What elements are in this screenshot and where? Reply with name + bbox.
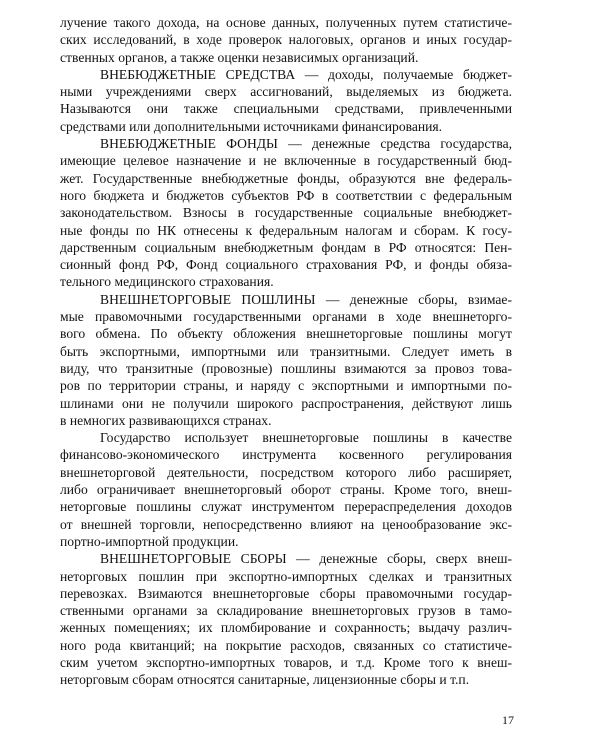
text-line: Государство использует внешнеторговые пошлины в качестве <box>100 430 512 446</box>
text-line: вого обмена. По объекту обложения внешнеторговые пошлины могут <box>60 326 512 342</box>
paragraph-vnebyudzhetnye-sredstva <box>60 66 512 135</box>
body-text <box>60 14 512 689</box>
text-line: в немногих развивающихся странах. <box>60 412 272 428</box>
text-line: внешнеторговой деятельности, посредством которого либо расширяет, <box>60 464 512 480</box>
text-line: шлинами они не получили широкого распространения, действуют лишь <box>60 395 512 411</box>
text-line: жет. Государственные внебюджетные фонды, образуются вне федераль- <box>60 170 512 186</box>
text-line: ВНЕШНЕТОРГОВЫЕ ПОШЛИНЫ — денежные сборы, взимае- <box>100 291 512 307</box>
text-line: ные фонды по НК отнесены к федеральным налогам и сборам. К госу- <box>60 222 512 238</box>
text-line: быть экспортными, импортными или транзитными. Следует иметь в <box>60 343 512 359</box>
text-line: ских исследований, в ходе проверок налоговых, органов и иных государ- <box>60 32 512 48</box>
text-line: ВНЕБЮДЖЕТНЫЕ ФОНДЫ — денежные средства государства, <box>100 136 512 152</box>
paragraph-vneshnetorgovye-sbory <box>60 550 512 688</box>
text-line: виду, что транзитные (провозные) пошлины взимаются за провоз това- <box>60 360 512 376</box>
text-line: портно-импортной продукции. <box>60 533 239 549</box>
text-line: либо ограничивает внешнеторговый оборот страны. Кроме того, внеш- <box>60 482 512 498</box>
text-line: законодательством. Взносы в государственные социальные внебюджет- <box>60 205 512 221</box>
text-line: дарственным социальным внебюджетным фондам в РФ относятся: Пен- <box>60 239 512 255</box>
text-line: ственными органами за складирование внешнеторговых грузов в тамо- <box>60 603 512 619</box>
text-line: ским учетом экспортно-импортных товаров, и т.д. Кроме того к внеш- <box>60 654 512 670</box>
text-line: неторговых пошлин при экспортно-импортных сделках и транзитных <box>60 568 512 584</box>
text-line: перевозках. Взимаются внешнеторговые сборы правомочными государ- <box>60 585 512 601</box>
paragraph-continuation <box>60 14 512 66</box>
paragraph-vnebyudzhetnye-fondy <box>60 135 512 291</box>
text-line: ного бюджета и бюджетов субъектов РФ в соответствии с федеральным <box>60 187 512 203</box>
text-line: от внешней торговли, непосредственно влияют на ценообразование экс- <box>60 516 512 532</box>
text-line: ВНЕБЮДЖЕТНЫЕ СРЕДСТВА — доходы, получаемые бюджет- <box>100 66 512 82</box>
text-line: имеющие целевое назначение и не включенные в государственный бюд- <box>60 153 512 169</box>
text-line: неторговым сборам относятся санитарные, лицензионные сборы и т.п. <box>60 672 470 688</box>
text-line: тельного медицинского страхования. <box>60 274 274 290</box>
text-line: ными учреждениями сверх ассигнований, выделяемых из бюджета. <box>60 84 512 100</box>
paragraph-vneshnetorgovye-poshliny <box>60 291 512 429</box>
text-line: мые правомочными государственными органами в ходе внешнеторго- <box>60 309 512 325</box>
text-line: неторговые пошлины служат инструментом перераспределения доходов <box>60 499 512 515</box>
text-line: Называются они также специальными средствами, привлеченными <box>60 101 512 117</box>
page-number: 17 <box>502 713 514 727</box>
paragraph-gosudarstvo <box>60 429 512 550</box>
text-line: финансово-экономического инструмента косвенного регулирования <box>60 447 512 463</box>
text-line: ров по территории страны, и наряду с экспортными и импортными по- <box>60 378 512 394</box>
text-line: женных помещениях; их пломбирование и сохранность; выдачу различ- <box>60 620 512 636</box>
text-line: средствами или дополнительными источниками финансирования. <box>60 118 443 134</box>
text-line: сионный фонд РФ, Фонд социального страхования РФ, и фонды обяза- <box>60 257 512 273</box>
text-line: лучение такого дохода, на основе данных, полученных путем статистиче- <box>60 15 512 30</box>
text-line: ного рода квитанций; на покрытие расходов, связанных со статистиче- <box>60 637 512 653</box>
text-line: ВНЕШНЕТОРГОВЫЕ СБОРЫ — денежные сборы, сверх внеш- <box>100 551 512 567</box>
text-line: ственных органов, а также оценки независимых организаций. <box>60 49 419 65</box>
